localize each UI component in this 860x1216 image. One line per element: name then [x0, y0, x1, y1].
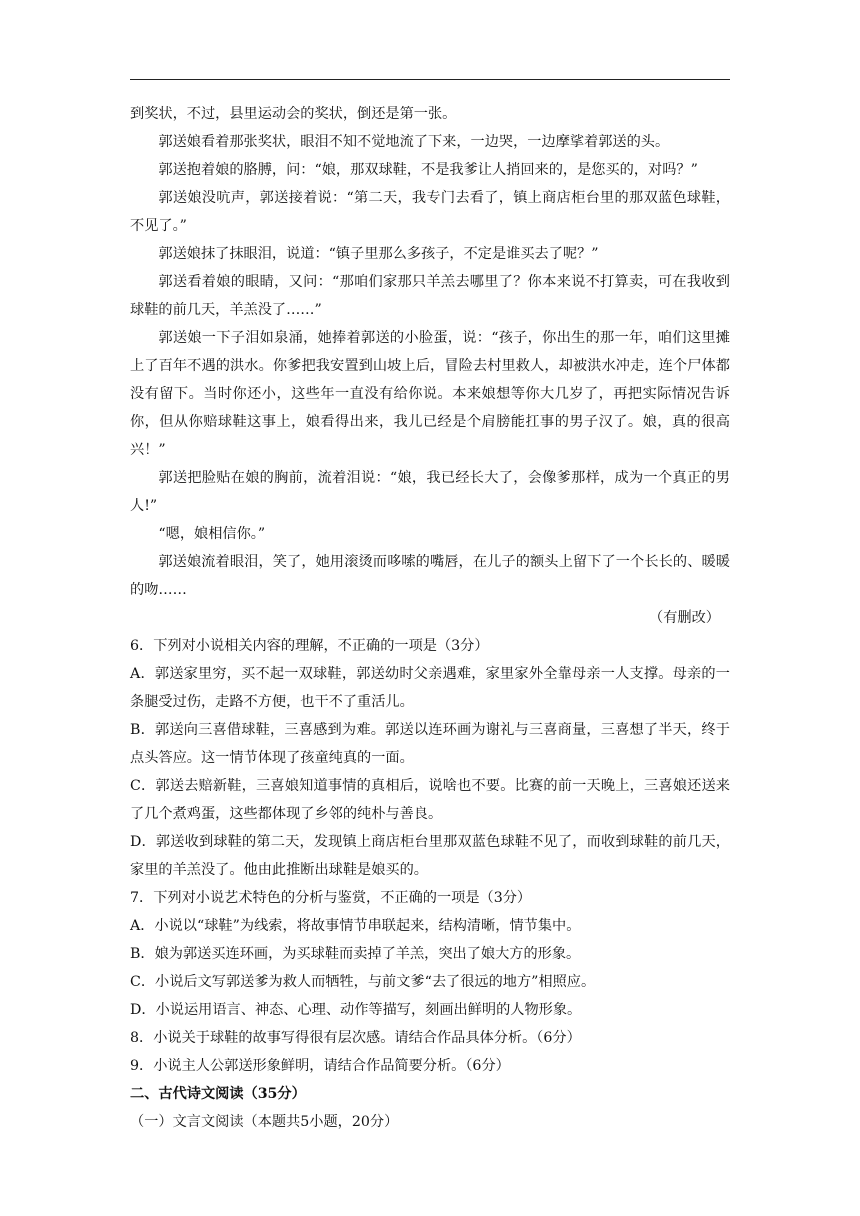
- question-6-option-d: D．郭送收到球鞋的第二天，发现镇上商店柜台里那双蓝色球鞋不见了，而收到球鞋的前几天，家里的羊羔没了。他由此推断出球鞋是娘买的。: [130, 834, 730, 878]
- question-7-option-b: B．娘为郭送买连环画，为买球鞋而卖掉了羊羔，突出了娘大方的形象。: [130, 946, 581, 962]
- story-paragraph: 郭送娘抹了抹眼泪，说道：“镇子里那么多孩子，不定是谁买去了呢？”: [158, 246, 599, 262]
- page-content: [130, 100, 730, 1136]
- header-rule: [130, 79, 730, 80]
- story-paragraph: 郭送娘没吭声，郭送接着说：“第二天，我专门去看了，镇上商店柜台里的那双蓝色球鞋，不见了。”: [130, 190, 730, 234]
- section-heading: 二、古代诗文阅读（35分）: [130, 1086, 306, 1102]
- question-6-option-b: B．郭送向三喜借球鞋，三喜感到为难。郭送以连环画为谢礼与三喜商量，三喜想了半天，终于点头答应。这一情节体现了孩童纯真的一面。: [130, 722, 730, 766]
- story-paragraph: 到奖状，不过，县里运动会的奖状，倒还是第一张。: [130, 106, 457, 122]
- question-7-option-c: C．小说后文写郭送爹为救人而牺牲，与前文爹“去了很远的地方”相照应。: [130, 974, 596, 990]
- question-7: 7．下列对小说艺术特色的分析与鉴赏，不正确的一项是（3分）: [130, 890, 532, 906]
- story-paragraph: 郭送娘看着那张奖状，眼泪不知不觉地流了下来，一边哭，一边摩挲着郭送的头。: [158, 134, 670, 150]
- question-6: 6．下列对小说相关内容的理解，不正确的一项是（3分）: [130, 638, 489, 654]
- story-paragraph: 郭送把脸贴在娘的胸前，流着泪说：“娘，我已经长大了，会像爹那样，成为一个真正的男人!”: [130, 470, 730, 514]
- question-7-option-d: D．小说运用语言、神态、心理、动作等描写，刻画出鲜明的人物形象。: [130, 1002, 582, 1018]
- question-7-option-a: A．小说以“球鞋”为线索，将故事情节串联起来，结构清晰，情节集中。: [130, 918, 581, 934]
- revision-note: （有删改）: [649, 610, 720, 626]
- story-paragraph: 郭送看着娘的眼睛，又问：“那咱们家那只羊羔去哪里了？你本来说不打算卖，可在我收到球鞋的前几天，羊羔没了……”: [130, 274, 730, 318]
- story-paragraph: 郭送娘一下子泪如泉涌，她捧着郭送的小脸蛋，说：“孩子，你出生的那一年，咱们这里摊上了百年不遇的洪水。你爹把我安置到山坡上后，冒险去村里救人，却被洪水冲走，连个尸体都没有留下。当时你还小，这些年一直没有给你说。本来娘想等你大几岁了，再把实际情况告诉你，但从你赔球鞋这事上，娘看得出来，我儿已经是个肩膀能扛事的男子汉了。娘，真的很高兴！”: [130, 330, 730, 458]
- story-paragraph: 郭送娘流着眼泪，笑了，她用滚烫而哆嗦的嘴唇，在儿子的额头上留下了一个长长的、暖暖的吻……: [130, 554, 730, 598]
- story-paragraph: “嗯，娘相信你。”: [158, 526, 266, 542]
- story-paragraph: 郭送抱着娘的胳膊，问：“娘，那双球鞋，不是我爹让人捎回来的，是您买的，对吗？”: [158, 162, 698, 178]
- question-8: 8．小说关于球鞋的故事写得很有层次感。请结合作品具体分析。（6分）: [130, 1030, 581, 1046]
- question-6-option-c: C．郭送去赔新鞋，三喜娘知道事情的真相后，说啥也不要。比赛的前一天晚上，三喜娘还送来了几个煮鸡蛋，这些都体现了乡邻的纯朴与善良。: [130, 778, 730, 822]
- question-6-option-a: A．郭送家里穷，买不起一双球鞋，郭送幼时父亲遇难，家里家外全靠母亲一人支撑。母亲的一条腿受过伤，走路不方便，也干不了重活儿。: [130, 666, 730, 710]
- question-9: 9．小说主人公郭送形象鲜明，请结合作品简要分析。（6分）: [130, 1058, 510, 1074]
- subsection-heading: （一）文言文阅读（本题共5小题，20分）: [130, 1114, 399, 1130]
